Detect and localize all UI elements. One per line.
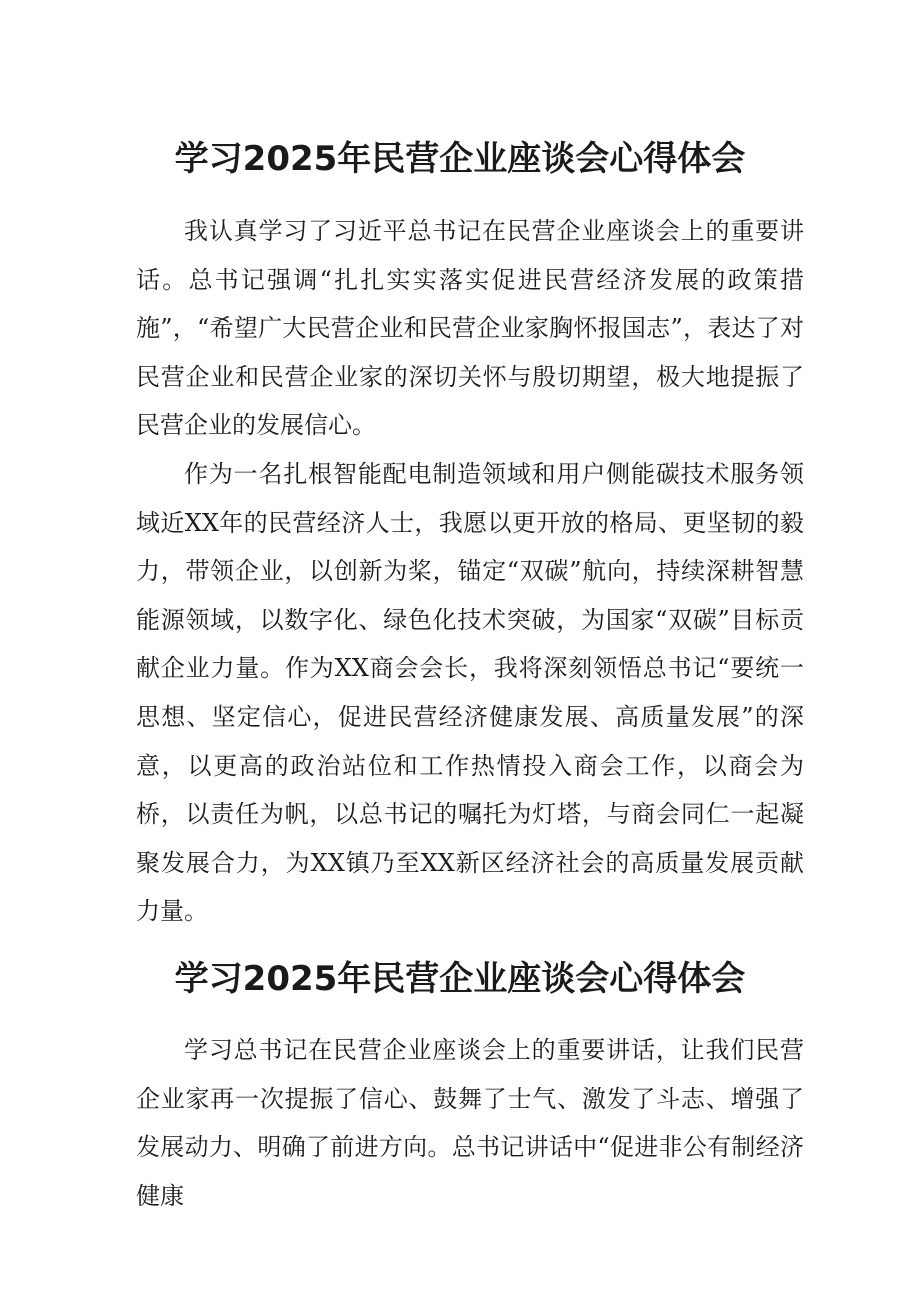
section-1-paragraph-2: 作为一名扎根智能配电制造领域和用户侧能碳技术服务领域近XX年的民营经济人士，我愿以更开放的格局、更坚韧的毅力，带领企业，以创新为桨，锚定“双碳”航向，持续深耕智慧能源领域，以数字化、绿色化技术突破，为国家“双碳”目标贡献企业力量。作为XX商会会长，我将深刻领悟总书记“要统一思想、坚定信心，促进民营经济健康发展、高质量发展”的深意，以更高的政治站位和工作热情投入商会工作，以商会为桥，以责任为帆，以总书记的嘱托为灯塔，与商会同仁一起凝聚发展合力，为XX镇乃至XX新区经济社会的高质量发展贡献力量。 bbox=[136, 460, 804, 926]
section-2-paragraph-1: 学习总书记在民营企业座谈会上的重要讲话，让我们民营企业家再一次提振了信心、鼓舞了士气、激发了斗志、增强了发展动力、明确了前进方向。总书记讲话中“促进非公有制经济健康 bbox=[136, 1036, 804, 1210]
section-1-title: 学习2025年民营企业座谈会心得体会 bbox=[174, 138, 746, 179]
section-2-title: 学习2025年民营企业座谈会心得体会 bbox=[174, 958, 746, 999]
section-1-paragraph-1: 我认真学习了习近平总书记在民营企业座谈会上的重要讲话。总书记强调“扎扎实实落实促进民营经济发展的政策措施”，“希望广大民营企业和民营企业家胸怀报国志”，表达了对民营企业和民营企业家的深切关怀与殷切期望，极大地提振了民营企业的发展信心。 bbox=[136, 217, 804, 440]
